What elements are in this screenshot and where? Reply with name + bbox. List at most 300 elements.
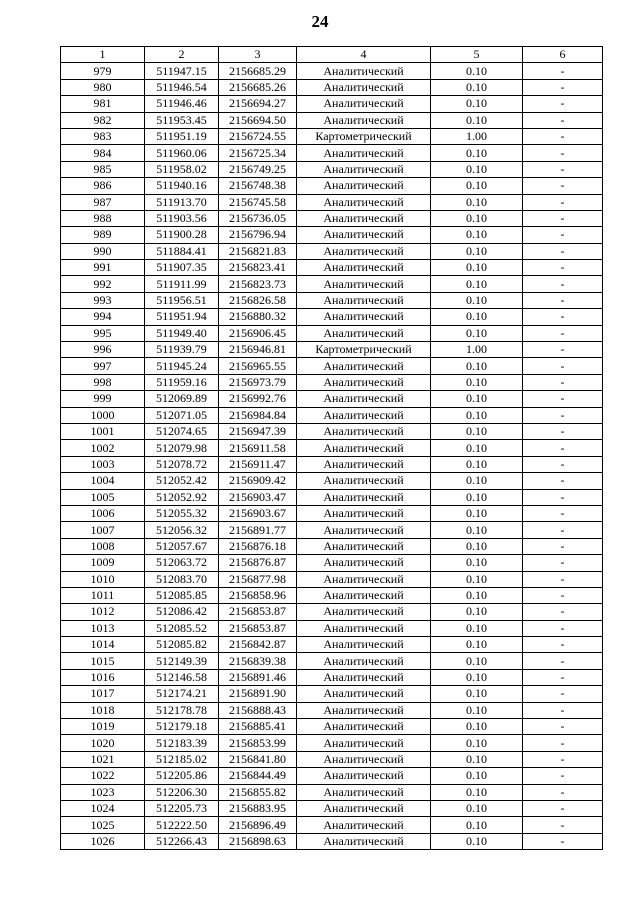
y-coordinate-cell: 2156823.41 [219, 260, 297, 276]
accuracy-cell: 0.10 [431, 833, 523, 849]
method-cell: Аналитический [297, 178, 431, 194]
description-cell: - [523, 96, 603, 112]
point-number-cell: 1024 [61, 800, 145, 816]
x-coordinate-cell: 512071.05 [145, 407, 219, 423]
y-coordinate-cell: 2156984.84 [219, 407, 297, 423]
accuracy-cell: 0.10 [431, 227, 523, 243]
table-row [61, 145, 603, 161]
description-cell: - [523, 276, 603, 292]
description-cell: - [523, 456, 603, 472]
accuracy-cell: 0.10 [431, 276, 523, 292]
y-coordinate-cell: 2156898.63 [219, 833, 297, 849]
description-cell: - [523, 145, 603, 161]
point-number-cell: 1023 [61, 784, 145, 800]
table-row [61, 96, 603, 112]
description-cell: - [523, 63, 603, 79]
x-coordinate-cell: 511939.79 [145, 342, 219, 358]
x-coordinate-cell: 511953.45 [145, 112, 219, 128]
point-number-cell: 986 [61, 178, 145, 194]
x-coordinate-cell: 512205.73 [145, 800, 219, 816]
table-row [61, 637, 603, 653]
y-coordinate-cell: 2156965.55 [219, 358, 297, 374]
point-number-cell: 1011 [61, 587, 145, 603]
table-row [61, 292, 603, 308]
table-row [61, 489, 603, 505]
method-cell: Аналитический [297, 768, 431, 784]
description-cell: - [523, 489, 603, 505]
y-coordinate-cell: 2156821.83 [219, 243, 297, 259]
description-cell: - [523, 833, 603, 849]
y-coordinate-cell: 2156844.49 [219, 768, 297, 784]
method-cell: Аналитический [297, 161, 431, 177]
column-header-1: 1 [61, 47, 145, 63]
table-row [61, 440, 603, 456]
y-coordinate-cell: 2156823.73 [219, 276, 297, 292]
description-cell: - [523, 555, 603, 571]
point-number-cell: 981 [61, 96, 145, 112]
table-row [61, 768, 603, 784]
x-coordinate-cell: 512206.30 [145, 784, 219, 800]
description-cell: - [523, 374, 603, 390]
method-cell: Аналитический [297, 702, 431, 718]
accuracy-cell: 0.10 [431, 79, 523, 95]
table-row [61, 833, 603, 849]
accuracy-cell: 0.10 [431, 505, 523, 521]
description-cell: - [523, 817, 603, 833]
accuracy-cell: 0.10 [431, 423, 523, 439]
column-header-5: 5 [431, 47, 523, 63]
y-coordinate-cell: 2156883.95 [219, 800, 297, 816]
description-cell: - [523, 243, 603, 259]
accuracy-cell: 0.10 [431, 440, 523, 456]
accuracy-cell: 0.10 [431, 145, 523, 161]
point-number-cell: 998 [61, 374, 145, 390]
x-coordinate-cell: 512052.42 [145, 473, 219, 489]
description-cell: - [523, 423, 603, 439]
y-coordinate-cell: 2156685.29 [219, 63, 297, 79]
point-number-cell: 1004 [61, 473, 145, 489]
table-row [61, 473, 603, 489]
y-coordinate-cell: 2156876.87 [219, 555, 297, 571]
point-number-cell: 1026 [61, 833, 145, 849]
description-cell: - [523, 292, 603, 308]
y-coordinate-cell: 2156855.82 [219, 784, 297, 800]
description-cell: - [523, 391, 603, 407]
table-row [61, 505, 603, 521]
y-coordinate-cell: 2156896.49 [219, 817, 297, 833]
table-row [61, 358, 603, 374]
x-coordinate-cell: 511947.15 [145, 63, 219, 79]
description-cell: - [523, 653, 603, 669]
y-coordinate-cell: 2156841.80 [219, 751, 297, 767]
description-cell: - [523, 571, 603, 587]
x-coordinate-cell: 512222.50 [145, 817, 219, 833]
page-number: 24 [311, 12, 329, 31]
method-cell: Аналитический [297, 784, 431, 800]
description-cell: - [523, 538, 603, 554]
x-coordinate-cell: 512085.82 [145, 637, 219, 653]
point-number-cell: 1014 [61, 637, 145, 653]
point-number-cell: 1005 [61, 489, 145, 505]
table-row [61, 79, 603, 95]
y-coordinate-cell: 2156891.77 [219, 522, 297, 538]
y-coordinate-cell: 2156839.38 [219, 653, 297, 669]
method-cell: Аналитический [297, 555, 431, 571]
method-cell: Аналитический [297, 63, 431, 79]
y-coordinate-cell: 2156877.98 [219, 571, 297, 587]
x-coordinate-cell: 512057.67 [145, 538, 219, 554]
point-number-cell: 988 [61, 210, 145, 226]
table-row [61, 260, 603, 276]
point-number-cell: 1020 [61, 735, 145, 751]
y-coordinate-cell: 2156858.96 [219, 587, 297, 603]
table-row [61, 653, 603, 669]
accuracy-cell: 0.10 [431, 784, 523, 800]
y-coordinate-cell: 2156694.50 [219, 112, 297, 128]
accuracy-cell: 0.10 [431, 800, 523, 816]
x-coordinate-cell: 512056.32 [145, 522, 219, 538]
x-coordinate-cell: 511946.46 [145, 96, 219, 112]
point-number-cell: 992 [61, 276, 145, 292]
point-number-cell: 1003 [61, 456, 145, 472]
column-header-3: 3 [219, 47, 297, 63]
accuracy-cell: 0.10 [431, 522, 523, 538]
method-cell: Аналитический [297, 653, 431, 669]
table-row [61, 391, 603, 407]
description-cell: - [523, 587, 603, 603]
x-coordinate-cell: 512266.43 [145, 833, 219, 849]
table-row [61, 784, 603, 800]
table-row [61, 112, 603, 128]
method-cell: Аналитический [297, 243, 431, 259]
method-cell: Аналитический [297, 423, 431, 439]
accuracy-cell: 0.10 [431, 817, 523, 833]
accuracy-cell: 0.10 [431, 112, 523, 128]
x-coordinate-cell: 512055.32 [145, 505, 219, 521]
accuracy-cell: 0.10 [431, 210, 523, 226]
x-coordinate-cell: 511903.56 [145, 210, 219, 226]
accuracy-cell: 0.10 [431, 63, 523, 79]
method-cell: Аналитический [297, 145, 431, 161]
table-row [61, 604, 603, 620]
point-number-cell: 980 [61, 79, 145, 95]
y-coordinate-cell: 2156853.87 [219, 604, 297, 620]
method-cell: Аналитический [297, 309, 431, 325]
y-coordinate-cell: 2156946.81 [219, 342, 297, 358]
y-coordinate-cell: 2156947.39 [219, 423, 297, 439]
method-cell: Аналитический [297, 112, 431, 128]
y-coordinate-cell: 2156748.38 [219, 178, 297, 194]
method-cell: Аналитический [297, 194, 431, 210]
table-row [61, 243, 603, 259]
table-row [61, 817, 603, 833]
y-coordinate-cell: 2156853.87 [219, 620, 297, 636]
accuracy-cell: 0.10 [431, 358, 523, 374]
x-coordinate-cell: 511951.19 [145, 128, 219, 144]
table-row [61, 276, 603, 292]
y-coordinate-cell: 2156906.45 [219, 325, 297, 341]
x-coordinate-cell: 511956.51 [145, 292, 219, 308]
point-number-cell: 1006 [61, 505, 145, 521]
method-cell: Аналитический [297, 210, 431, 226]
accuracy-cell: 0.10 [431, 473, 523, 489]
method-cell: Картометрический [297, 342, 431, 358]
method-cell: Аналитический [297, 800, 431, 816]
table-body [61, 63, 603, 850]
description-cell: - [523, 210, 603, 226]
point-number-cell: 989 [61, 227, 145, 243]
table-row [61, 751, 603, 767]
method-cell: Аналитический [297, 669, 431, 685]
description-cell: - [523, 325, 603, 341]
y-coordinate-cell: 2156888.43 [219, 702, 297, 718]
method-cell: Аналитический [297, 571, 431, 587]
method-cell: Аналитический [297, 751, 431, 767]
coordinates-table [60, 46, 603, 850]
table-row [61, 374, 603, 390]
description-cell: - [523, 768, 603, 784]
method-cell: Аналитический [297, 620, 431, 636]
description-cell: - [523, 637, 603, 653]
x-coordinate-cell: 512178.78 [145, 702, 219, 718]
point-number-cell: 997 [61, 358, 145, 374]
method-cell: Аналитический [297, 587, 431, 603]
method-cell: Аналитический [297, 505, 431, 521]
method-cell: Аналитический [297, 686, 431, 702]
accuracy-cell: 0.10 [431, 309, 523, 325]
point-number-cell: 999 [61, 391, 145, 407]
x-coordinate-cell: 511960.06 [145, 145, 219, 161]
accuracy-cell: 0.10 [431, 178, 523, 194]
x-coordinate-cell: 511946.54 [145, 79, 219, 95]
description-cell: - [523, 407, 603, 423]
accuracy-cell: 1.00 [431, 128, 523, 144]
method-cell: Аналитический [297, 719, 431, 735]
y-coordinate-cell: 2156876.18 [219, 538, 297, 554]
table-row [61, 456, 603, 472]
description-cell: - [523, 719, 603, 735]
y-coordinate-cell: 2156745.58 [219, 194, 297, 210]
accuracy-cell: 0.10 [431, 161, 523, 177]
x-coordinate-cell: 511913.70 [145, 194, 219, 210]
accuracy-cell: 0.10 [431, 653, 523, 669]
x-coordinate-cell: 512086.42 [145, 604, 219, 620]
method-cell: Аналитический [297, 538, 431, 554]
table-row [61, 194, 603, 210]
x-coordinate-cell: 512063.72 [145, 555, 219, 571]
table-row [61, 161, 603, 177]
y-coordinate-cell: 2156749.25 [219, 161, 297, 177]
description-cell: - [523, 358, 603, 374]
point-number-cell: 991 [61, 260, 145, 276]
accuracy-cell: 0.10 [431, 243, 523, 259]
accuracy-cell: 0.10 [431, 620, 523, 636]
description-cell: - [523, 128, 603, 144]
description-cell: - [523, 178, 603, 194]
accuracy-cell: 0.10 [431, 669, 523, 685]
point-number-cell: 1000 [61, 407, 145, 423]
accuracy-cell: 0.10 [431, 768, 523, 784]
table-row [61, 342, 603, 358]
accuracy-cell: 0.10 [431, 686, 523, 702]
x-coordinate-cell: 511900.28 [145, 227, 219, 243]
y-coordinate-cell: 2156853.99 [219, 735, 297, 751]
accuracy-cell: 0.10 [431, 292, 523, 308]
accuracy-cell: 0.10 [431, 587, 523, 603]
method-cell: Аналитический [297, 817, 431, 833]
point-number-cell: 1016 [61, 669, 145, 685]
method-cell: Аналитический [297, 358, 431, 374]
description-cell: - [523, 735, 603, 751]
y-coordinate-cell: 2156911.58 [219, 440, 297, 456]
description-cell: - [523, 342, 603, 358]
description-cell: - [523, 227, 603, 243]
method-cell: Аналитический [297, 407, 431, 423]
x-coordinate-cell: 511959.16 [145, 374, 219, 390]
x-coordinate-cell: 511951.94 [145, 309, 219, 325]
method-cell: Аналитический [297, 735, 431, 751]
table-row [61, 800, 603, 816]
y-coordinate-cell: 2156909.42 [219, 473, 297, 489]
table-row [61, 735, 603, 751]
accuracy-cell: 0.10 [431, 374, 523, 390]
point-number-cell: 1022 [61, 768, 145, 784]
x-coordinate-cell: 512085.52 [145, 620, 219, 636]
method-cell: Аналитический [297, 522, 431, 538]
description-cell: - [523, 620, 603, 636]
description-cell: - [523, 686, 603, 702]
method-cell: Аналитический [297, 227, 431, 243]
y-coordinate-cell: 2156885.41 [219, 719, 297, 735]
point-number-cell: 994 [61, 309, 145, 325]
description-cell: - [523, 702, 603, 718]
method-cell: Аналитический [297, 637, 431, 653]
table-row [61, 571, 603, 587]
description-cell: - [523, 440, 603, 456]
table-row [61, 669, 603, 685]
table-row [61, 210, 603, 226]
table-row [61, 620, 603, 636]
accuracy-cell: 0.10 [431, 325, 523, 341]
table-row [61, 555, 603, 571]
y-coordinate-cell: 2156891.90 [219, 686, 297, 702]
accuracy-cell: 0.10 [431, 194, 523, 210]
x-coordinate-cell: 512052.92 [145, 489, 219, 505]
description-cell: - [523, 784, 603, 800]
x-coordinate-cell: 511884.41 [145, 243, 219, 259]
table-row [61, 407, 603, 423]
point-number-cell: 1008 [61, 538, 145, 554]
accuracy-cell: 0.10 [431, 96, 523, 112]
method-cell: Картометрический [297, 128, 431, 144]
table-row [61, 538, 603, 554]
point-number-cell: 984 [61, 145, 145, 161]
y-coordinate-cell: 2156911.47 [219, 456, 297, 472]
table-row [61, 63, 603, 79]
point-number-cell: 1010 [61, 571, 145, 587]
accuracy-cell: 0.10 [431, 456, 523, 472]
point-number-cell: 1007 [61, 522, 145, 538]
point-number-cell: 1009 [61, 555, 145, 571]
y-coordinate-cell: 2156796.94 [219, 227, 297, 243]
point-number-cell: 1017 [61, 686, 145, 702]
point-number-cell: 987 [61, 194, 145, 210]
method-cell: Аналитический [297, 833, 431, 849]
x-coordinate-cell: 511940.16 [145, 178, 219, 194]
x-coordinate-cell: 511907.35 [145, 260, 219, 276]
method-cell: Аналитический [297, 489, 431, 505]
point-number-cell: 1018 [61, 702, 145, 718]
x-coordinate-cell: 511958.02 [145, 161, 219, 177]
description-cell: - [523, 309, 603, 325]
description-cell: - [523, 522, 603, 538]
table-row [61, 309, 603, 325]
point-number-cell: 1019 [61, 719, 145, 735]
y-coordinate-cell: 2156842.87 [219, 637, 297, 653]
description-cell: - [523, 669, 603, 685]
description-cell: - [523, 800, 603, 816]
table-header-row [61, 47, 603, 63]
accuracy-cell: 0.10 [431, 637, 523, 653]
point-number-cell: 990 [61, 243, 145, 259]
y-coordinate-cell: 2156724.55 [219, 128, 297, 144]
accuracy-cell: 0.10 [431, 751, 523, 767]
point-number-cell: 983 [61, 128, 145, 144]
accuracy-cell: 0.10 [431, 260, 523, 276]
accuracy-cell: 0.10 [431, 555, 523, 571]
method-cell: Аналитический [297, 276, 431, 292]
point-number-cell: 1025 [61, 817, 145, 833]
y-coordinate-cell: 2156992.76 [219, 391, 297, 407]
table-row [61, 719, 603, 735]
y-coordinate-cell: 2156694.27 [219, 96, 297, 112]
accuracy-cell: 0.10 [431, 571, 523, 587]
point-number-cell: 1013 [61, 620, 145, 636]
x-coordinate-cell: 512085.85 [145, 587, 219, 603]
point-number-cell: 1001 [61, 423, 145, 439]
y-coordinate-cell: 2156880.32 [219, 309, 297, 325]
x-coordinate-cell: 512146.58 [145, 669, 219, 685]
x-coordinate-cell: 511949.40 [145, 325, 219, 341]
accuracy-cell: 0.10 [431, 735, 523, 751]
x-coordinate-cell: 512074.65 [145, 423, 219, 439]
description-cell: - [523, 751, 603, 767]
method-cell: Аналитический [297, 292, 431, 308]
x-coordinate-cell: 512185.02 [145, 751, 219, 767]
point-number-cell: 1015 [61, 653, 145, 669]
point-number-cell: 996 [61, 342, 145, 358]
column-header-4: 4 [297, 47, 431, 63]
description-cell: - [523, 604, 603, 620]
method-cell: Аналитический [297, 604, 431, 620]
table-row [61, 227, 603, 243]
table-row [61, 423, 603, 439]
description-cell: - [523, 194, 603, 210]
x-coordinate-cell: 512174.21 [145, 686, 219, 702]
table-row [61, 128, 603, 144]
point-number-cell: 995 [61, 325, 145, 341]
method-cell: Аналитический [297, 473, 431, 489]
accuracy-cell: 0.10 [431, 407, 523, 423]
accuracy-cell: 0.10 [431, 538, 523, 554]
x-coordinate-cell: 511945.24 [145, 358, 219, 374]
table-row [61, 702, 603, 718]
description-cell: - [523, 79, 603, 95]
x-coordinate-cell: 511911.99 [145, 276, 219, 292]
description-cell: - [523, 260, 603, 276]
table-row [61, 587, 603, 603]
y-coordinate-cell: 2156826.58 [219, 292, 297, 308]
